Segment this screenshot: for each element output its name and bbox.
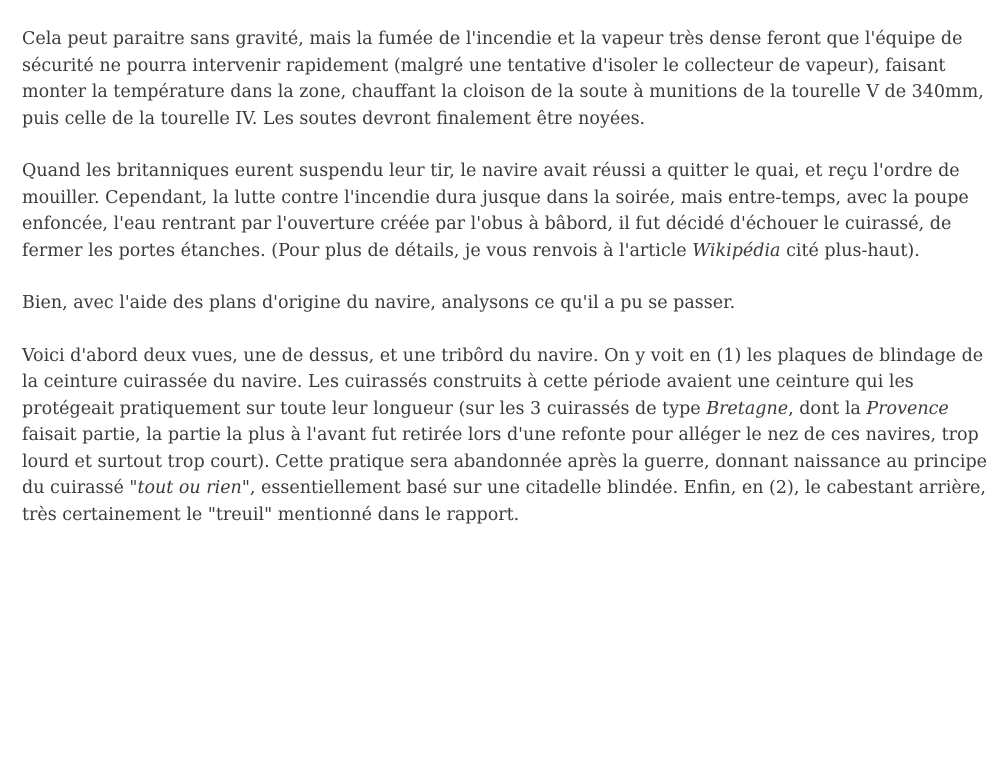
paragraph-text: cité plus-haut). — [780, 240, 920, 261]
ship-name: Provence — [866, 398, 949, 419]
paragraph-firefight — [22, 158, 990, 264]
paragraph-text: Quand les britanniques eurent suspendu leur tir, le navire avait réussi a quitter le quai, et reçu l'ordre de mouiller. Cependant, la lutte contre l'incendie dura jusque dans la soirée, mais entre-temps, avec la poupe enfoncée, l'eau rentrant par l'ouverture créée par l'obus à bâbord, il fut décidé d'échouer le cuirassé, de fermer les portes étanches. (Pour plus de détails, je vous renvois à l'article — [22, 161, 969, 261]
article-body — [22, 26, 990, 554]
all-or-nothing-term: tout ou rien — [137, 478, 242, 498]
paragraph-text: faisait partie, la partie la plus à l'avant fut retirée lors d'une refonte pour alléger le nez de ces navires, trop lourd et surtout trop court). Cette pratique sera abandonnée après la guerre, donnant naissance au principe du cuirassé " — [22, 425, 988, 498]
paragraph-analysis-intro — [22, 290, 990, 317]
paragraph-text: ", essentiellement basé sur une citadelle blindée. Enfin, en (2), le cabestant arrière, très certainement le "treuil" mentionné dans le rapport. — [22, 478, 986, 525]
paragraph-text: , dont la — [788, 398, 867, 419]
paragraph-ship-views — [22, 343, 990, 529]
paragraph-smoke-fire — [22, 26, 990, 132]
paragraph-text: Cela peut paraitre sans gravité, mais la fumée de l'incendie et la vapeur très dense feront que l'équipe de sécurité ne pourra intervenir rapidement (malgré une tentative d'isoler le collecteur de vapeur), faisant monter la température dans la zone, chauffant la cloison de la soute à munitions de la tourelle V de 340mm, puis celle de la tourelle IV. Les soutes devront finalement être noyées. — [22, 29, 984, 129]
ship-class-name: Bretagne — [706, 398, 789, 419]
wikipedia-link[interactable]: Wikipédia — [692, 240, 781, 261]
paragraph-text: Voici d'abord deux vues, une de dessus, et une tribôrd du navire. On y voit en (1) les plaques de blindage de la ceinture cuirassée du navire. Les cuirassés construits à cette période avaient une ceinture qui les protégeait pratiquement sur toute leur longueur (sur les 3 cuirassés de type — [22, 345, 984, 419]
paragraph-text: Bien, avec l'aide des plans d'origine du navire, analysons ce qu'il a pu se passer. — [22, 293, 736, 313]
